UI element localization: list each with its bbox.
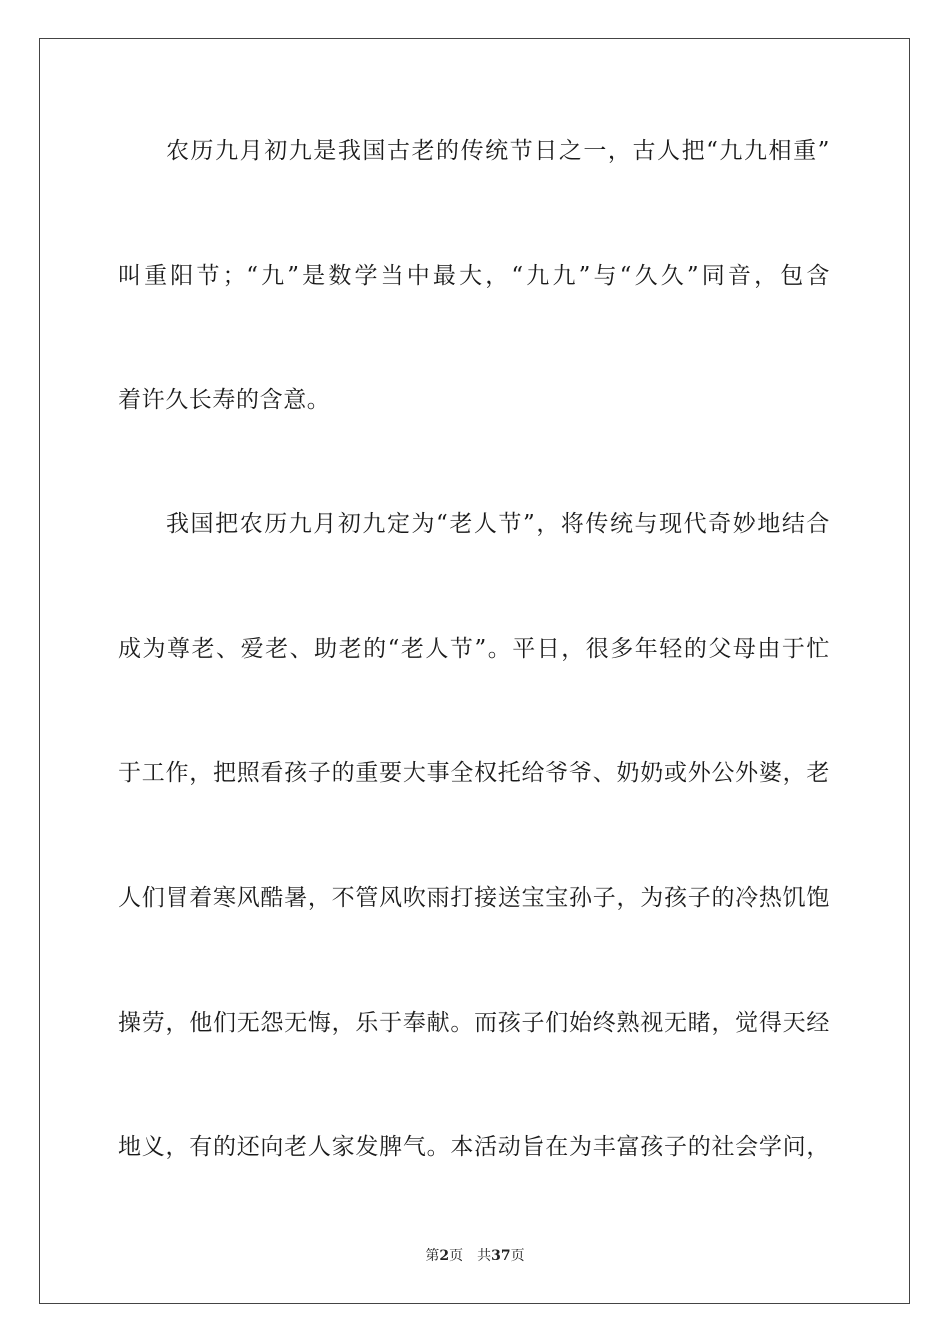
total-label-prefix: 共 <box>477 1248 492 1264</box>
paragraph-2-line-6: 地义，有的还向老人家发脾气。本活动旨在为丰富孩子的社会学问， <box>118 1134 830 1160</box>
paragraph-2-line-1: 我国把农历九月初九定为“老人节”，将传统与现代奇妙地结合 <box>166 511 830 537</box>
paragraph-1-line-3: 着许久长寿的含意。 <box>118 387 331 413</box>
paragraph-1-line-1: 农历九月初九是我国古老的传统节日之一，古人把“九九相重” <box>166 138 830 164</box>
paragraph-2-line-4: 人们冒着寒风酷暑，不管风吹雨打接送宝宝孙子，为孩子的冷热饥饱 <box>118 885 830 911</box>
total-label-suffix: 页 <box>510 1248 525 1264</box>
page-border <box>39 38 910 1304</box>
paragraph-2-line-3: 于工作，把照看孩子的重要大事全权托给爷爷、奶奶或外公外婆，老 <box>118 760 830 786</box>
paragraph-1-line-2: 叫重阳节；“九”是数学当中最大，“九九”与“久久”同音，包含 <box>118 263 830 289</box>
paragraph-2-line-5: 操劳，他们无怨无悔，乐于奉献。而孩子们始终熟视无睹，觉得天经 <box>118 1010 830 1036</box>
page-label-suffix: 页 <box>449 1248 464 1264</box>
page-number: 2 <box>439 1248 450 1264</box>
paragraph-2-line-2: 成为尊老、爱老、助老的“老人节”。平日，很多年轻的父母由于忙 <box>118 636 830 662</box>
page-label-prefix: 第 <box>425 1248 440 1264</box>
total-pages: 37 <box>491 1248 511 1264</box>
page-footer <box>0 1246 950 1266</box>
